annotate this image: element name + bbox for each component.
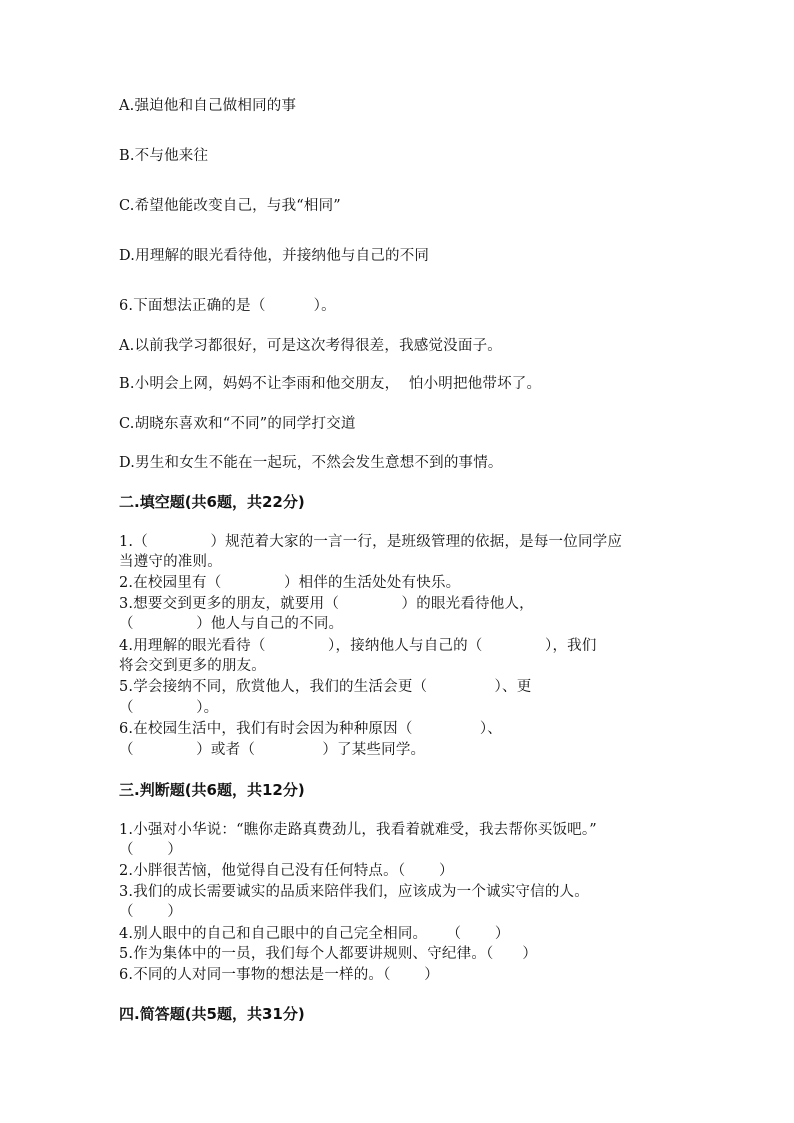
q6-stem: 6.下面想法正确的是（ ）。 [119, 298, 336, 314]
fill-line: 当遵守的准则。 [119, 554, 222, 570]
judge-line: 6.不同的人对同一事物的想法是一样的。（ ） [119, 967, 439, 983]
fill-line: 2.在校园里有（ ）相伴的生活处处有快乐。 [119, 575, 461, 591]
q6-option-d: D.男生和女生不能在一起玩，不然会发生意想不到的事情。 [119, 455, 503, 471]
fill-line: （ ）他人与自己的不同。 [119, 616, 344, 632]
fill-line: （ ）或者（ ）了某些同学。 [119, 742, 426, 758]
fill-line: 将会交到更多的朋友。 [119, 658, 266, 674]
judge-line: 5.作为集体中的一员，我们每个人都要讲规则、守纪律。（ ） [119, 946, 538, 962]
fill-line: （ ）。 [119, 700, 219, 716]
section3-heading: 三.判断题(共6题，共12分) [119, 781, 305, 799]
q6-option-c: C.胡晓东喜欢和“不同”的同学打交道 [119, 416, 356, 432]
fill-line: 5.学会接纳不同，欣赏他人，我们的生活会更（ ）、更 [119, 679, 532, 695]
judge-line: 3.我们的成长需要诚实的品质来陪伴我们，应该成为一个诚实守信的人。 [119, 884, 589, 900]
judge-line: 2.小胖很苦恼，他觉得自己没有任何特点。（ ） [119, 863, 454, 879]
judge-line: （ ） [119, 904, 183, 920]
fill-line: 1.（ ）规范着大家的一言一行，是班级管理的依据，是每一位同学应 [119, 534, 623, 550]
judge-line: 4.别人眼中的自己和自己眼中的自己完全相同。 （ ） [119, 926, 510, 942]
judge-line: （ ） [119, 842, 183, 858]
judge-line: 1.小强对小华说：“瞧你走路真费劲儿，我看着就难受，我去帮你买饭吧。” [119, 822, 597, 838]
q6-option-b: B.小明会上网，妈妈不让李雨和他交朋友， 怕小明把他带坏了。 [119, 376, 542, 392]
fill-line: 4.用理解的眼光看待（ ），接纳他人与自己的（ ），我们 [119, 638, 597, 654]
q5-option-b: B.不与他来往 [119, 148, 209, 164]
fill-line: 6.在校园生活中，我们有时会因为种种原因（ ）、 [119, 721, 503, 737]
section4-heading: 四.简答题(共5题，共31分) [119, 1005, 305, 1023]
q5-option-c: C.希望他能改变自己，与我“相同” [119, 198, 341, 214]
section2-heading: 二.填空题(共6题，共22分) [119, 493, 305, 511]
fill-line: 3.想要交到更多的朋友，就要用（ ）的眼光看待他人， [119, 596, 534, 612]
q5-option-d: D.用理解的眼光看待他，并接纳他与自己的不同 [119, 248, 430, 264]
q6-option-a: A.以前我学习都很好，可是这次考得很差，我感觉没面子。 [119, 338, 502, 354]
q5-option-a: A.强迫他和自己做相同的事 [119, 98, 297, 114]
